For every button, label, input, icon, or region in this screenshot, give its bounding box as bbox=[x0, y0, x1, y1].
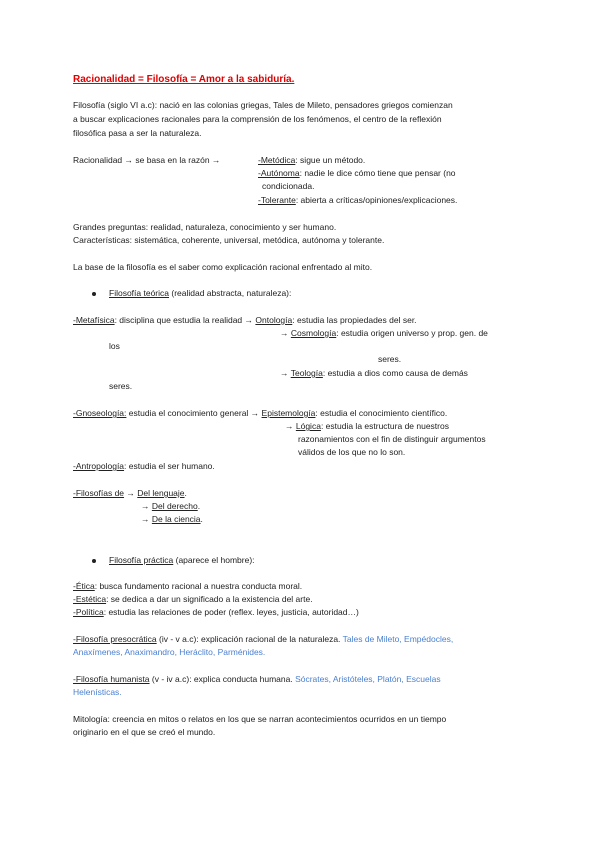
presocratica-names: Anaxímenes, Anaximandro, Heráclito, Parménides. bbox=[73, 647, 266, 657]
logica-line: → Lógica: estudia la estructura de nuestros bbox=[285, 421, 449, 431]
racionalidad-item: -Tolerante: abierta a críticas/opiniones/explicaciones. bbox=[258, 195, 458, 205]
filosofia-practica-heading: Filosofía práctica (aparece el hombre): bbox=[109, 555, 255, 565]
teologia-line: → Teología: estudia a dios como causa de demás bbox=[280, 368, 468, 378]
racionalidad-item: -Autónoma: nadie le dice cómo tiene que pensar (no bbox=[258, 168, 456, 178]
humanista-names: Helenísticas. bbox=[73, 687, 122, 697]
filosofia-teorica-heading: Filosofía teórica (realidad abstracta, naturaleza): bbox=[109, 288, 292, 298]
page-title: Racionalidad = Filosofía = Amor a la sabiduría. bbox=[73, 74, 295, 85]
gnoseologia-line: -Gnoseología: estudia el conocimiento general → Epistemología: estudia el conocimiento científico. bbox=[73, 408, 448, 418]
mitologia-line-1: Mitología: creencia en mitos o relatos en los que se narran acontecimientos ocurridos en un tiempo bbox=[73, 714, 447, 724]
filosofias-de-item: → Del derecho. bbox=[141, 501, 201, 511]
presocratica-line: -Filosofía presocrática (iv - v a.c): explicación racional de la naturaleza. Tales de Mileto, Empédocles, bbox=[73, 634, 454, 644]
racionalidad-lead: Racionalidad → se basa en la razón → bbox=[73, 155, 221, 165]
mitologia-line-2: originario en el que se creó el mundo. bbox=[73, 727, 216, 737]
cosmologia-cont: seres. bbox=[378, 354, 402, 364]
filosofias-de-line: -Filosofías de → Del lenguaje. bbox=[73, 488, 187, 498]
antropologia-line: -Antropología: estudia el ser humano. bbox=[73, 461, 215, 471]
filosofias-de-item: → De la ciencia. bbox=[141, 514, 203, 524]
humanista-line: -Filosofía humanista (v - iv a.c): explica conducta humana. Sócrates, Aristóteles, Platón, Escuelas bbox=[73, 674, 441, 684]
bullet-icon bbox=[92, 292, 96, 296]
racionalidad-item: condicionada. bbox=[262, 181, 315, 191]
caracteristicas: Características: sistemática, coherente, universal, metódica, autónoma y tolerante. bbox=[73, 235, 385, 245]
base-filosofia: La base de la filosofía es el saber como explicación racional enfrentado al mito. bbox=[73, 262, 373, 272]
intro-line-3: filosófica pasa a ser la naturaleza. bbox=[73, 128, 202, 138]
cosmologia-cont: los bbox=[109, 341, 120, 351]
practica-item-politica: -Política: estudia las relaciones de poder (reflex. leyes, justicia, autoridad…) bbox=[73, 607, 359, 617]
logica-cont: razonamientos con el fin de distinguir argumentos bbox=[298, 434, 486, 444]
grandes-preguntas: Grandes preguntas: realidad, naturaleza, conocimiento y ser humano. bbox=[73, 222, 337, 232]
cosmologia-line: → Cosmología: estudia origen universo y prop. gen. de bbox=[280, 328, 488, 338]
metafisica-line: -Metafísica: disciplina que estudia la realidad → Ontología: estudia las propiedades del ser. bbox=[73, 315, 417, 325]
intro-line-1: Filosofía (siglo VI a.c): nació en las colonias griegas, Tales de Mileto, pensadores griegos comienzan bbox=[73, 100, 453, 110]
teologia-cont: seres. bbox=[109, 381, 133, 391]
racionalidad-item: -Metódica: sigue un método. bbox=[258, 155, 366, 165]
practica-item-estetica: -Estética: se dedica a dar un significado a la existencia del arte. bbox=[73, 594, 313, 604]
bullet-icon bbox=[92, 559, 96, 563]
practica-item-etica: -Ética: busca fundamento racional a nuestra conducta moral. bbox=[73, 581, 303, 591]
logica-cont: válidos de los que no lo son. bbox=[298, 447, 406, 457]
intro-line-2: a buscar explicaciones racionales para la comprensión de los fenómenos, el centro de la reflexión bbox=[73, 114, 442, 124]
